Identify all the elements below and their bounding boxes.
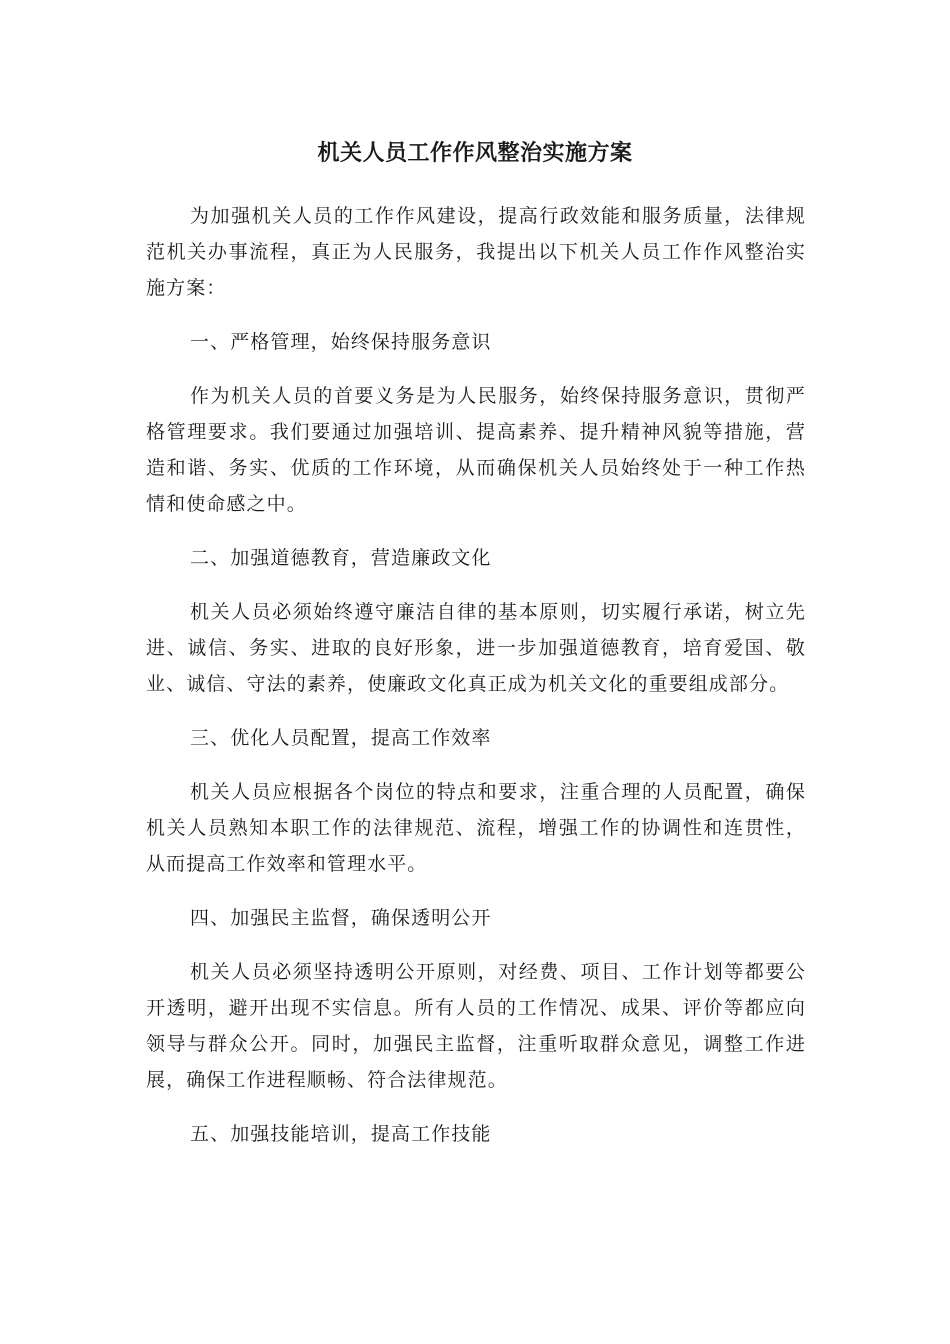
section-4-heading: 四、加强民主监督，确保透明公开 [190,907,492,929]
section-5-heading: 五、加强技能培训，提高工作技能 [190,1123,492,1145]
section-2-heading: 二、加强道德教育，营造廉政文化 [190,547,492,569]
intro-paragraph: 为加强机关人员的工作作风建设，提高行政效能和服务质量，法律规范机关办事流程，真正为人民服务，我提出以下机关人员工作作风整治实施方案： [146,205,806,299]
document-body [146,198,806,1170]
section-2-paragraph: 机关人员必须始终遵守廉洁自律的基本原则，切实履行承诺，树立先进、诚信、务实、进取的良好形象，进一步加强道德教育，培育爱国、敬业、诚信、守法的素养，使廉政文化真正成为机关文化的重要组成部分。 [146,601,806,695]
section-4-paragraph: 机关人员必须坚持透明公开原则，对经费、项目、工作计划等都要公开透明，避开出现不实信息。所有人员的工作情况、成果、评价等都应向领导与群众公开。同时，加强民主监督，注重听取群众意见，调整工作进展，确保工作进程顺畅、符合法律规范。 [146,961,806,1091]
section-1-paragraph: 作为机关人员的首要义务是为人民服务，始终保持服务意识，贯彻严格管理要求。我们要通过加强培训、提高素养、提升精神风貌等措施，营造和谐、务实、优质的工作环境，从而确保机关人员始终处于一种工作热情和使命感之中。 [146,385,806,515]
document-title: 机关人员工作作风整治实施方案 [317,141,633,166]
section-3-heading: 三、优化人员配置，提高工作效率 [190,727,492,749]
section-1-heading: 一、严格管理，始终保持服务意识 [190,331,492,353]
section-3-paragraph: 机关人员应根据各个岗位的特点和要求，注重合理的人员配置，确保机关人员熟知本职工作的法律规范、流程，增强工作的协调性和连贯性，从而提高工作效率和管理水平。 [146,781,806,875]
